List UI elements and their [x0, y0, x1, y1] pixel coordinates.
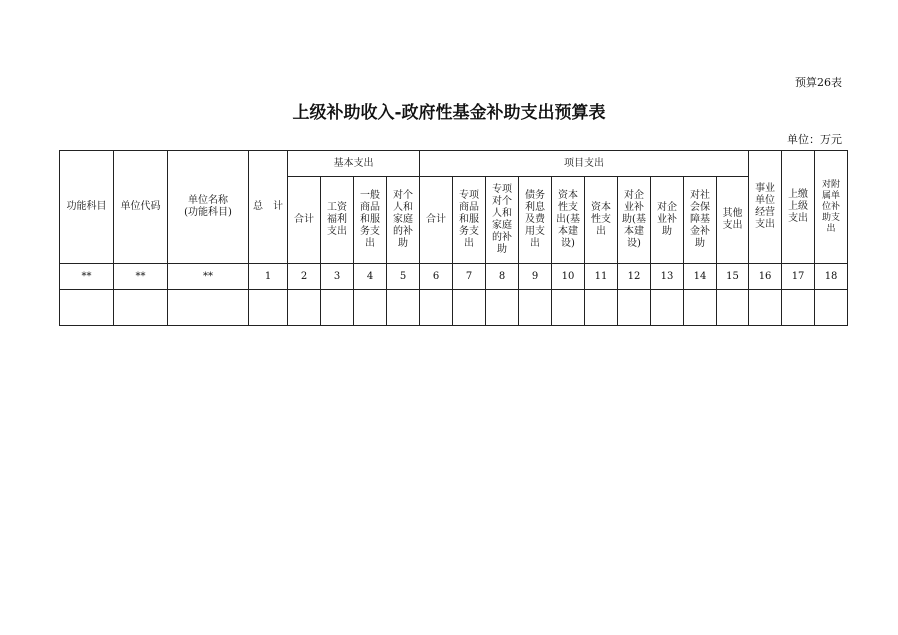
header-affiliated-subsidy: 对附属单位补助支出 — [815, 151, 848, 264]
header-project-enterprise: 对企业补助 — [651, 177, 684, 264]
index-cell: ** — [114, 264, 168, 290]
header-project-personal: 专项对个人和家庭的补助 — [486, 177, 519, 264]
empty-cell — [288, 290, 321, 326]
index-cell: 5 — [387, 264, 420, 290]
empty-cell — [749, 290, 782, 326]
header-project-capital-basic: 资本性支出(基本建设) — [552, 177, 585, 264]
header-total: 总 计 — [249, 151, 288, 264]
index-cell: 4 — [354, 264, 387, 290]
index-cell: 11 — [585, 264, 618, 290]
empty-cell — [782, 290, 815, 326]
empty-cell — [249, 290, 288, 326]
header-upper-payment: 上缴上级支出 — [782, 151, 815, 264]
index-cell: 2 — [288, 264, 321, 290]
index-cell: 16 — [749, 264, 782, 290]
header-project-expenditure: 项目支出 — [420, 151, 749, 177]
index-cell: 3 — [321, 264, 354, 290]
empty-cell — [321, 290, 354, 326]
header-basic-wage: 工资福利支出 — [321, 177, 354, 264]
index-cell: ** — [60, 264, 114, 290]
empty-cell — [168, 290, 249, 326]
index-cell: 10 — [552, 264, 585, 290]
header-project-other: 其他支出 — [717, 177, 749, 264]
budget-table — [59, 150, 848, 326]
header-unit-code: 单位代码 — [114, 151, 168, 264]
header-project-debt: 债务利息及费用支出 — [519, 177, 552, 264]
empty-cell — [354, 290, 387, 326]
header-unit-name-sub: (功能科目) — [184, 207, 232, 218]
empty-cell — [717, 290, 749, 326]
header-basic-goods: 一般商品和服务支出 — [354, 177, 387, 264]
empty-cell — [420, 290, 453, 326]
header-project-capital: 资本性支出 — [585, 177, 618, 264]
empty-cell — [519, 290, 552, 326]
empty-cell — [552, 290, 585, 326]
index-cell: 14 — [684, 264, 717, 290]
index-cell: 18 — [815, 264, 848, 290]
form-number: 预算26表 — [795, 76, 842, 89]
index-cell: 17 — [782, 264, 815, 290]
empty-cell — [684, 290, 717, 326]
header-project-total: 合计 — [420, 177, 453, 264]
page-title: 上级补助收入-政府性基金补助支出预算表 — [292, 103, 606, 123]
header-unit-name — [168, 151, 249, 264]
header-row-groups — [60, 151, 848, 177]
header-basic-personal: 对个人和家庭的补助 — [387, 177, 420, 264]
header-unit-name-main: 单位名称 — [188, 195, 228, 206]
empty-cell — [60, 290, 114, 326]
index-row — [60, 264, 848, 290]
index-cell: 1 — [249, 264, 288, 290]
header-business-operation: 事业单位经营支出 — [749, 151, 782, 264]
index-cell: 15 — [717, 264, 749, 290]
header-function-subject: 功能科目 — [60, 151, 114, 264]
empty-cell — [453, 290, 486, 326]
header-basic-expenditure: 基本支出 — [288, 151, 420, 177]
empty-cell — [585, 290, 618, 326]
empty-cell — [387, 290, 420, 326]
header-project-enterprise-basic: 对企业补助(基本建设) — [618, 177, 651, 264]
index-cell: 7 — [453, 264, 486, 290]
index-cell: 6 — [420, 264, 453, 290]
index-cell: 8 — [486, 264, 519, 290]
index-cell: 13 — [651, 264, 684, 290]
empty-cell — [486, 290, 519, 326]
header-basic-total: 合计 — [288, 177, 321, 264]
empty-cell — [618, 290, 651, 326]
index-cell: ** — [168, 264, 249, 290]
empty-data-row — [60, 290, 848, 326]
index-cell: 12 — [618, 264, 651, 290]
index-cell: 9 — [519, 264, 552, 290]
empty-cell — [651, 290, 684, 326]
unit-label: 单位：万元 — [787, 133, 842, 146]
empty-cell — [114, 290, 168, 326]
empty-cell — [815, 290, 848, 326]
header-project-goods: 专项商品和服务支出 — [453, 177, 486, 264]
header-project-social: 对社会保障基金补助 — [684, 177, 717, 264]
